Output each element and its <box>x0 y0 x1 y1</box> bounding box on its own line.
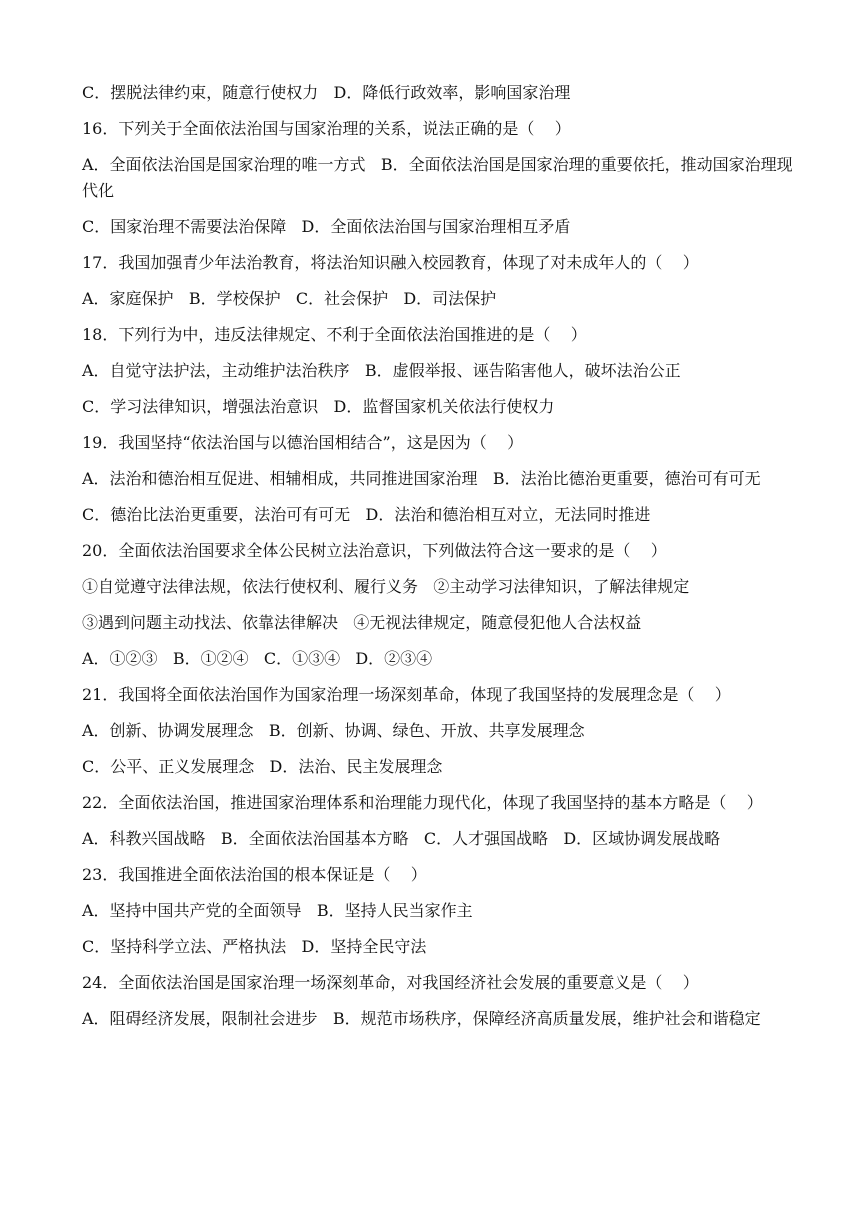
statement-line: ③遇到问题主动找法、依靠法律解决 ④无视法律规定，随意侵犯他人合法权益 <box>82 613 642 632</box>
option-line: A．全面依法治国是国家治理的唯一方式 B．全面依法治国是国家治理的重要依托，推动国家治理现代化 <box>82 155 793 200</box>
question-20: 20．全面依法治国要求全体公民树立法治意识，下列做法符合这一要求的是（ ） <box>82 541 667 560</box>
option-line: A．创新、协调发展理念 B．创新、协调、绿色、开放、共享发展理念 <box>82 721 585 740</box>
document-page <box>82 80 794 1032</box>
option-line: A．科教兴国战略 B．全面依法治国基本方略 C．人才强国战略 D．区域协调发展战略 <box>82 829 721 848</box>
question-21: 21．我国将全面依法治国作为国家治理一场深刻革命，体现了我国坚持的发展理念是（ ） <box>82 685 731 704</box>
statement-line: ①自觉遵守法律法规，依法行使权利、履行义务 ②主动学习法律知识，了解法律规定 <box>82 577 690 596</box>
question-18: 18．下列行为中，违反法律规定、不利于全面依法治国推进的是（ ） <box>82 325 587 344</box>
option-line: A．阻碍经济发展，限制社会进步 B．规范市场秩序，保障经济高质量发展，维护社会和谐稳定 <box>82 1009 761 1028</box>
option-line: A．坚持中国共产党的全面领导 B．坚持人民当家作主 <box>82 901 473 920</box>
option-line: C．德治比法治更重要，法治可有可无 D．法治和德治相互对立，无法同时推进 <box>82 505 651 524</box>
option-line: C．坚持科学立法、严格执法 D．坚持全民守法 <box>82 937 427 956</box>
question-23: 23．我国推进全面依法治国的根本保证是（ ） <box>82 865 427 884</box>
question-17: 17．我国加强青少年法治教育，将法治知识融入校园教育，体现了对未成年人的（ ） <box>82 253 699 272</box>
option-line: A．家庭保护 B．学校保护 C．社会保护 D．司法保护 <box>82 289 497 308</box>
question-22: 22．全面依法治国，推进国家治理体系和治理能力现代化，体现了我国坚持的基本方略是（ ） <box>82 793 763 812</box>
question-16: 16．下列关于全面依法治国与国家治理的关系，说法正确的是（ ） <box>82 119 571 138</box>
option-line: C．学习法律知识，增强法治意识 D．监督国家机关依法行使权力 <box>82 397 555 416</box>
option-line: A．自觉守法护法，主动维护法治秩序 B．虚假举报、诬告陷害他人，破坏法治公正 <box>82 361 681 380</box>
question-24: 24．全面依法治国是国家治理一场深刻革命，对我国经济社会发展的重要意义是（ ） <box>82 973 699 992</box>
option-line: A．法治和德治相互促进、相辅相成，共同推进国家治理 B．法治比德治更重要，德治可有可无 <box>82 469 761 488</box>
option-line: C．摆脱法律约束，随意行使权力 D．降低行政效率，影响国家治理 <box>82 83 571 102</box>
question-19: 19．我国坚持“依法治国与以德治国相结合”，这是因为（ ） <box>82 433 524 452</box>
option-line: C．公平、正义发展理念 D．法治、民主发展理念 <box>82 757 443 776</box>
option-line: C．国家治理不需要法治保障 D．全面依法治国与国家治理相互矛盾 <box>82 217 571 236</box>
option-line: A．①②③ B．①②④ C．①③④ D．②③④ <box>82 649 433 668</box>
